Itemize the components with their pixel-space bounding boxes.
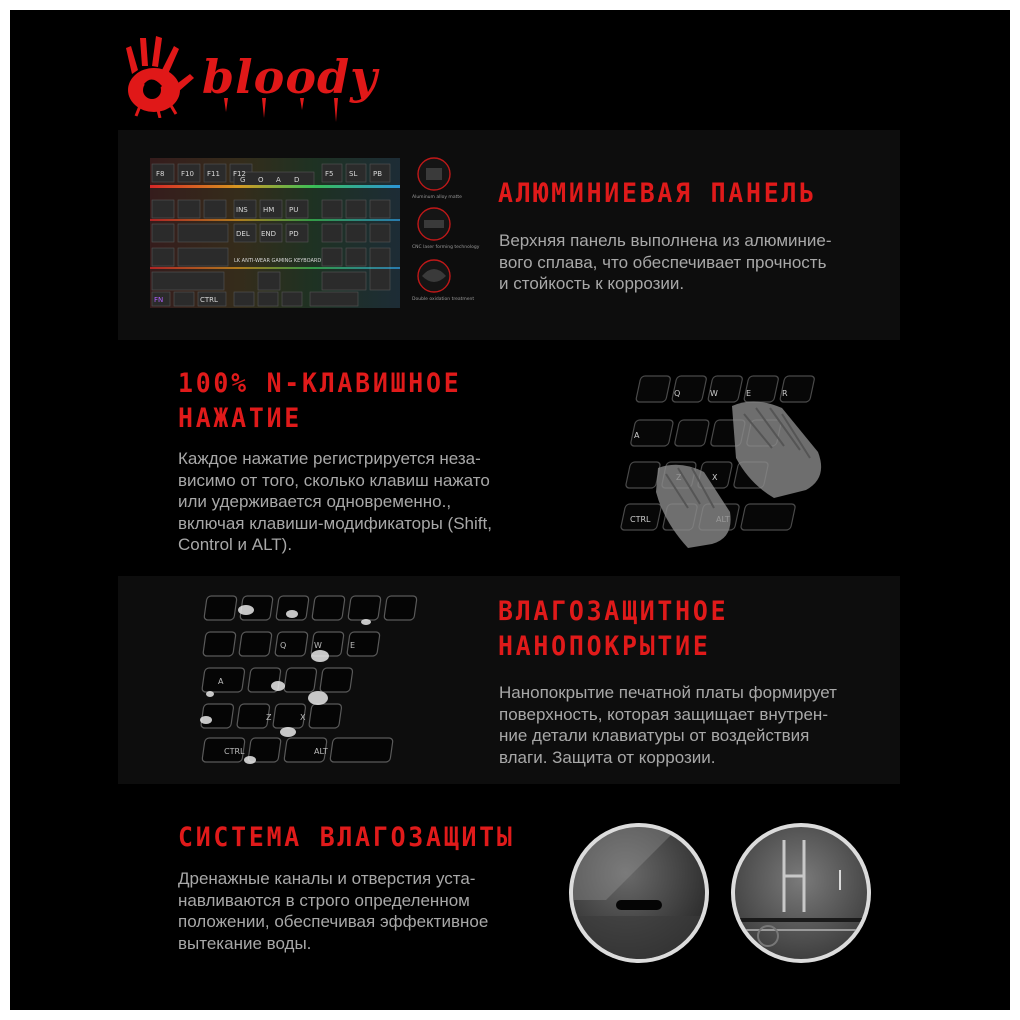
key-label: Z — [266, 713, 272, 722]
callout-label: Double oxidation treatment — [412, 297, 475, 302]
feature-text-drainage — [178, 868, 488, 954]
wet-keyboard-image — [180, 590, 430, 770]
key-label: CTRL — [224, 747, 245, 756]
key-label: X — [300, 713, 306, 722]
bloody-logo — [118, 32, 378, 122]
feature-heading-aluminum — [498, 176, 817, 211]
text-line: и стойкость к коррозии. — [499, 274, 685, 293]
key-label: FN — [154, 296, 164, 304]
key-label: F8 — [156, 170, 165, 178]
heading-line: НАНОПОКРЫТИЕ — [498, 631, 711, 662]
heading-line: 100% N-КЛАВИШНОЕ — [178, 368, 462, 399]
key-label: A — [634, 431, 640, 440]
hand-print-icon — [118, 34, 198, 118]
key-label: E — [746, 389, 752, 398]
feature-text-nanocoating — [499, 682, 837, 768]
text-line: вытекание воды. — [178, 933, 312, 953]
key-label: INS — [236, 206, 248, 214]
product-infographic — [10, 10, 1010, 1010]
key-label: A — [218, 677, 224, 686]
key-label: F10 — [181, 170, 194, 178]
heading-line: СИСТЕМА ВЛАГОЗАЩИТЫ — [178, 822, 515, 853]
key-label: A — [276, 176, 281, 184]
key-label: PD — [289, 230, 299, 238]
text-line: Верхняя панель выполнена из алюминие- — [499, 231, 832, 250]
key-label: E — [350, 641, 356, 650]
feature-heading-nkey — [178, 366, 461, 436]
keyboard-logo-caption: LK ANTI-WEAR GAMING KEYBOARD — [234, 258, 322, 264]
text-line: Каждое нажатие регистрируется неза- — [178, 449, 481, 468]
key-label: D — [294, 176, 300, 184]
aluminum-callouts — [412, 154, 480, 314]
heading-line: ВЛАГОЗАЩИТНОЕ — [498, 596, 729, 627]
text-line: Control и ALT). — [178, 535, 293, 554]
text-line: висимо от того, сколько клавиш нажато — [178, 470, 490, 490]
brand-name: bloody — [202, 50, 378, 104]
callout-label: CNC laser forming technology — [412, 245, 480, 250]
key-label: PU — [289, 206, 299, 214]
hands-on-keyboard-image — [604, 362, 844, 552]
callout-label: Aluminum alloy matte — [412, 195, 462, 200]
key-label: END — [261, 230, 277, 238]
text-line: влаги. Защита от коррозии. — [499, 747, 716, 767]
key-label: F11 — [207, 170, 220, 178]
key-label: CTRL — [200, 296, 218, 304]
key-label: PB — [373, 170, 383, 178]
key-label: X — [712, 473, 718, 482]
key-label: Q — [674, 389, 681, 398]
key-label: F5 — [325, 170, 334, 178]
text-line: ние детали клавиатуры от воздействия — [499, 726, 810, 745]
key-label: F12 — [233, 170, 246, 178]
feature-heading-nanocoating — [498, 594, 728, 664]
text-line: Дренажные каналы и отверстия уста- — [178, 869, 476, 888]
keyboard-aluminum-image — [150, 158, 400, 308]
drain-channel-closeup — [728, 820, 874, 966]
key-label: SL — [349, 170, 358, 178]
feature-text-nkey — [178, 448, 492, 556]
heading-line: АЛЮМИНИЕВАЯ ПАНЕЛЬ — [498, 178, 817, 209]
text-line: поверхность, которая защищает внутрен- — [499, 704, 828, 724]
key-label: ALT — [314, 747, 328, 756]
drain-hole-closeup — [566, 820, 712, 966]
key-label: CTRL — [630, 515, 651, 524]
key-label: G — [240, 176, 246, 184]
text-line: положении, обеспечивая эффективное — [178, 912, 489, 931]
key-label: O — [258, 176, 264, 184]
logo-drips — [204, 98, 364, 128]
key-label: Q — [280, 641, 287, 650]
text-line: Нанопокрытие печатной платы формирует — [499, 683, 837, 702]
key-label: HM — [263, 206, 275, 214]
feature-heading-drainage — [178, 820, 515, 855]
text-line: вого сплава, что обеспечивает прочность — [499, 252, 827, 272]
text-line: или удерживается одновременно., — [178, 492, 452, 511]
key-label: DEL — [236, 230, 250, 238]
key-label: W — [710, 389, 718, 398]
feature-text-aluminum — [499, 230, 832, 295]
text-line: включая клавиши-модификаторы (Shift, — [178, 513, 492, 533]
text-line: навливаются в строго определенном — [178, 890, 470, 910]
key-label: R — [782, 389, 788, 398]
heading-line: НАЖАТИЕ — [178, 403, 303, 434]
key-label: W — [314, 641, 322, 650]
